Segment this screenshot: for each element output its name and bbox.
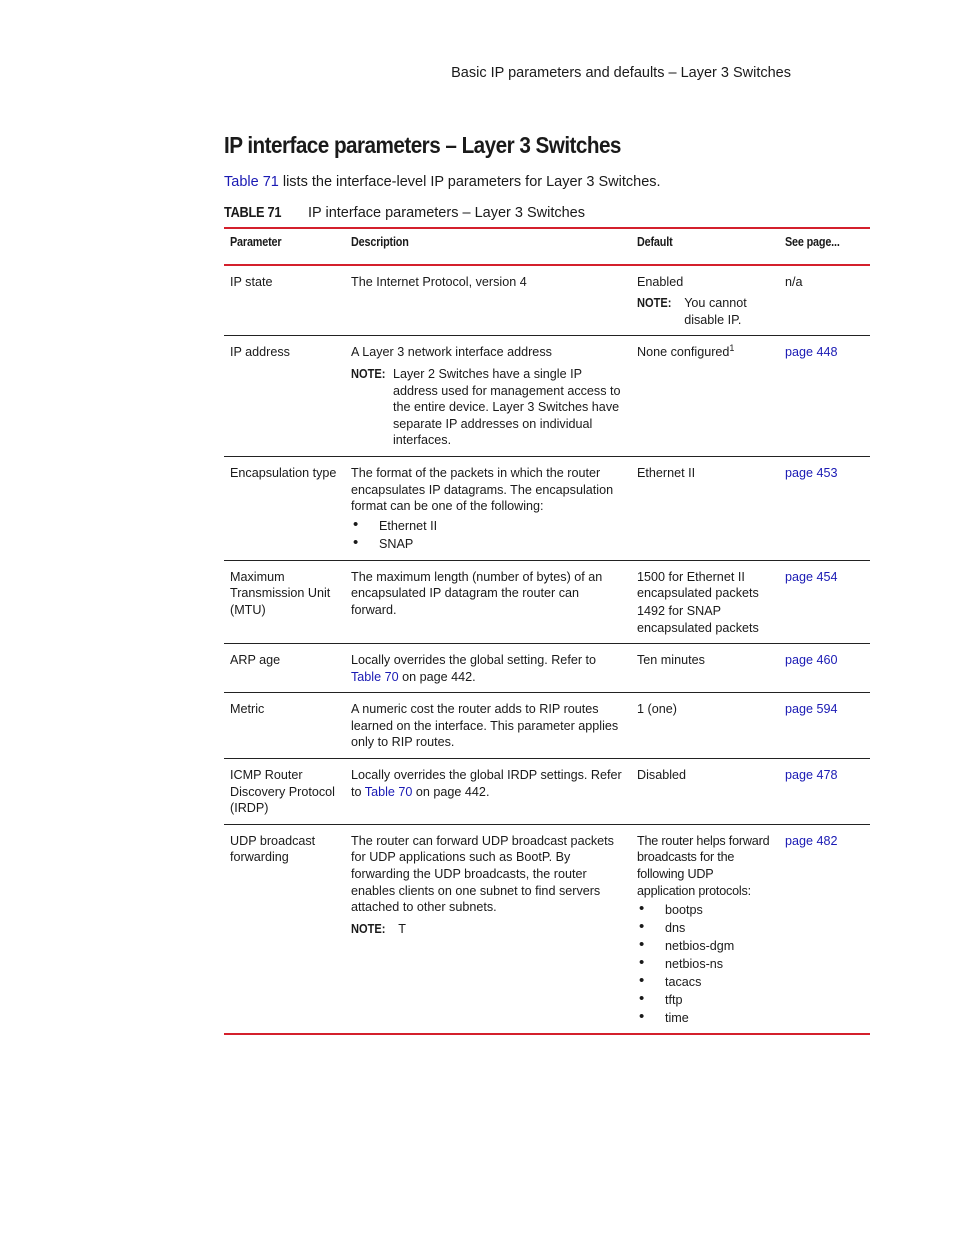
desc-cell: The Internet Protocol, version 4 [345,265,631,336]
page-link[interactable]: page 454 [785,569,838,584]
page-cell [779,560,870,643]
table-row [224,560,870,643]
column-header-default: Default [631,228,779,265]
page-cell [779,693,870,759]
default-value: Enabled [637,274,684,289]
note-label: NOTE: [351,366,386,381]
desc-cell [345,824,631,1034]
column-header-parameter: Parameter [224,228,345,265]
desc-cell: A numeric cost the router adds to RIP routes learned on the interface. This parameter applies only to RIP routes. [345,693,631,759]
list-item: • dns [637,919,773,937]
list-item: • tacacs [637,973,773,991]
desc-text: The format of the packets in which the router encapsulates IP datagrams. The encapsulation format can be one of the following: [351,465,614,514]
table-row [224,456,870,560]
table-row [224,336,870,457]
desc-text: Locally overrides the global IRDP settings. Refer to [351,768,622,799]
table-row [224,759,870,825]
bullet-list [351,517,625,553]
footnote-marker: 1 [729,343,735,354]
ip-interface-parameters-table [224,227,870,1035]
page-link[interactable]: page 448 [785,345,838,360]
param-cell: IP state [224,265,345,336]
list-item: • time [637,1009,773,1027]
page-link[interactable]: page 453 [785,465,838,480]
desc-cell [345,759,631,825]
note [351,366,625,449]
list-item: • Ethernet II [351,517,625,535]
column-header-description: Description [345,228,631,265]
page-link[interactable]: page 482 [785,833,838,848]
running-header: Basic IP parameters and defaults – Layer 3 Switches [451,65,791,81]
param-cell: Encapsulation type [224,456,345,560]
bullet-list [637,901,773,1027]
table-70-link[interactable]: Table 70 [364,784,413,799]
page-cell [779,644,870,693]
table-row [224,693,870,759]
note-label: NOTE: [637,296,672,311]
intro-paragraph [224,174,661,190]
desc-text: Locally overrides the global setting. Refer to [351,653,597,668]
desc-cell: The maximum length (number of bytes) of an encapsulated IP datagram the router can forward. [345,560,631,643]
table-caption [224,205,585,221]
param-cell: ICMP Router Discovery Protocol (IRDP) [224,759,345,825]
param-cell: Metric [224,693,345,759]
table-header-row [224,228,870,265]
page-cell [779,456,870,560]
table-70-link[interactable]: Table 70 [351,669,399,684]
table-row [224,824,870,1034]
page-link[interactable]: page 460 [785,653,838,668]
default-cell [631,336,779,457]
desc-text: A Layer 3 network interface address [351,345,552,360]
default-value: 1500 for Ethernet II encapsulated packets [637,569,759,601]
note [351,921,625,938]
table-71-link[interactable]: Table 71 [224,174,279,190]
default-cell [631,560,779,643]
list-item: • netbios-dgm [637,937,773,955]
desc-text: The router can forward UDP broadcast packets for UDP applications such as BootP. By forwarding the UDP broadcasts, the router enables clients on one subnet to find servers attached to other subnets. [351,833,614,915]
list-item: • netbios-ns [637,955,773,973]
list-item: • SNAP [351,535,625,553]
default-value: 1492 for SNAP encapsulated packets [637,603,759,635]
desc-text: on page 442. [412,784,490,799]
list-item: • bootps [637,901,773,919]
param-cell: IP address [224,336,345,457]
default-value: The router helps forward broadcasts for the following UDP application protocols: [637,833,770,898]
table-number: TABLE 71 [224,205,282,221]
param-cell: Maximum Transmission Unit (MTU) [224,560,345,643]
default-cell [631,824,779,1034]
desc-cell [345,644,631,693]
page-cell [779,336,870,457]
default-cell: Ten minutes [631,644,779,693]
param-cell: UDP broadcast forwarding [224,824,345,1034]
note-text: Layer 2 Switches have a single IP address used for management access to the entire device. Layer 3 Switches have separate IP addresses on individual interfaces. [393,366,621,448]
default-value: None configured [637,345,730,360]
default-cell: Ethernet II [631,456,779,560]
default-cell: Disabled [631,759,779,825]
desc-cell [345,456,631,560]
default-cell: 1 (one) [631,693,779,759]
note [637,295,773,328]
page-cell [779,759,870,825]
desc-text: on page 442. [398,669,476,684]
param-cell: ARP age [224,644,345,693]
page-cell: n/a [779,265,870,336]
default-cell [631,265,779,336]
note-label: NOTE: [351,921,386,936]
note-text: T [398,921,406,936]
table-title: IP interface parameters – Layer 3 Switches [308,205,585,221]
page-link[interactable]: page 594 [785,702,838,717]
table-row [224,644,870,693]
table-row [224,265,870,336]
intro-text: lists the interface-level IP parameters for Layer 3 Switches. [278,174,661,190]
section-title: IP interface parameters – Layer 3 Switches [224,132,621,158]
note-text: You cannot disable IP. [684,296,747,327]
page-link[interactable]: page 478 [785,768,838,783]
page-cell [779,824,870,1034]
desc-cell [345,336,631,457]
list-item: • tftp [637,991,773,1009]
column-header-see-page: See page... [779,228,870,265]
